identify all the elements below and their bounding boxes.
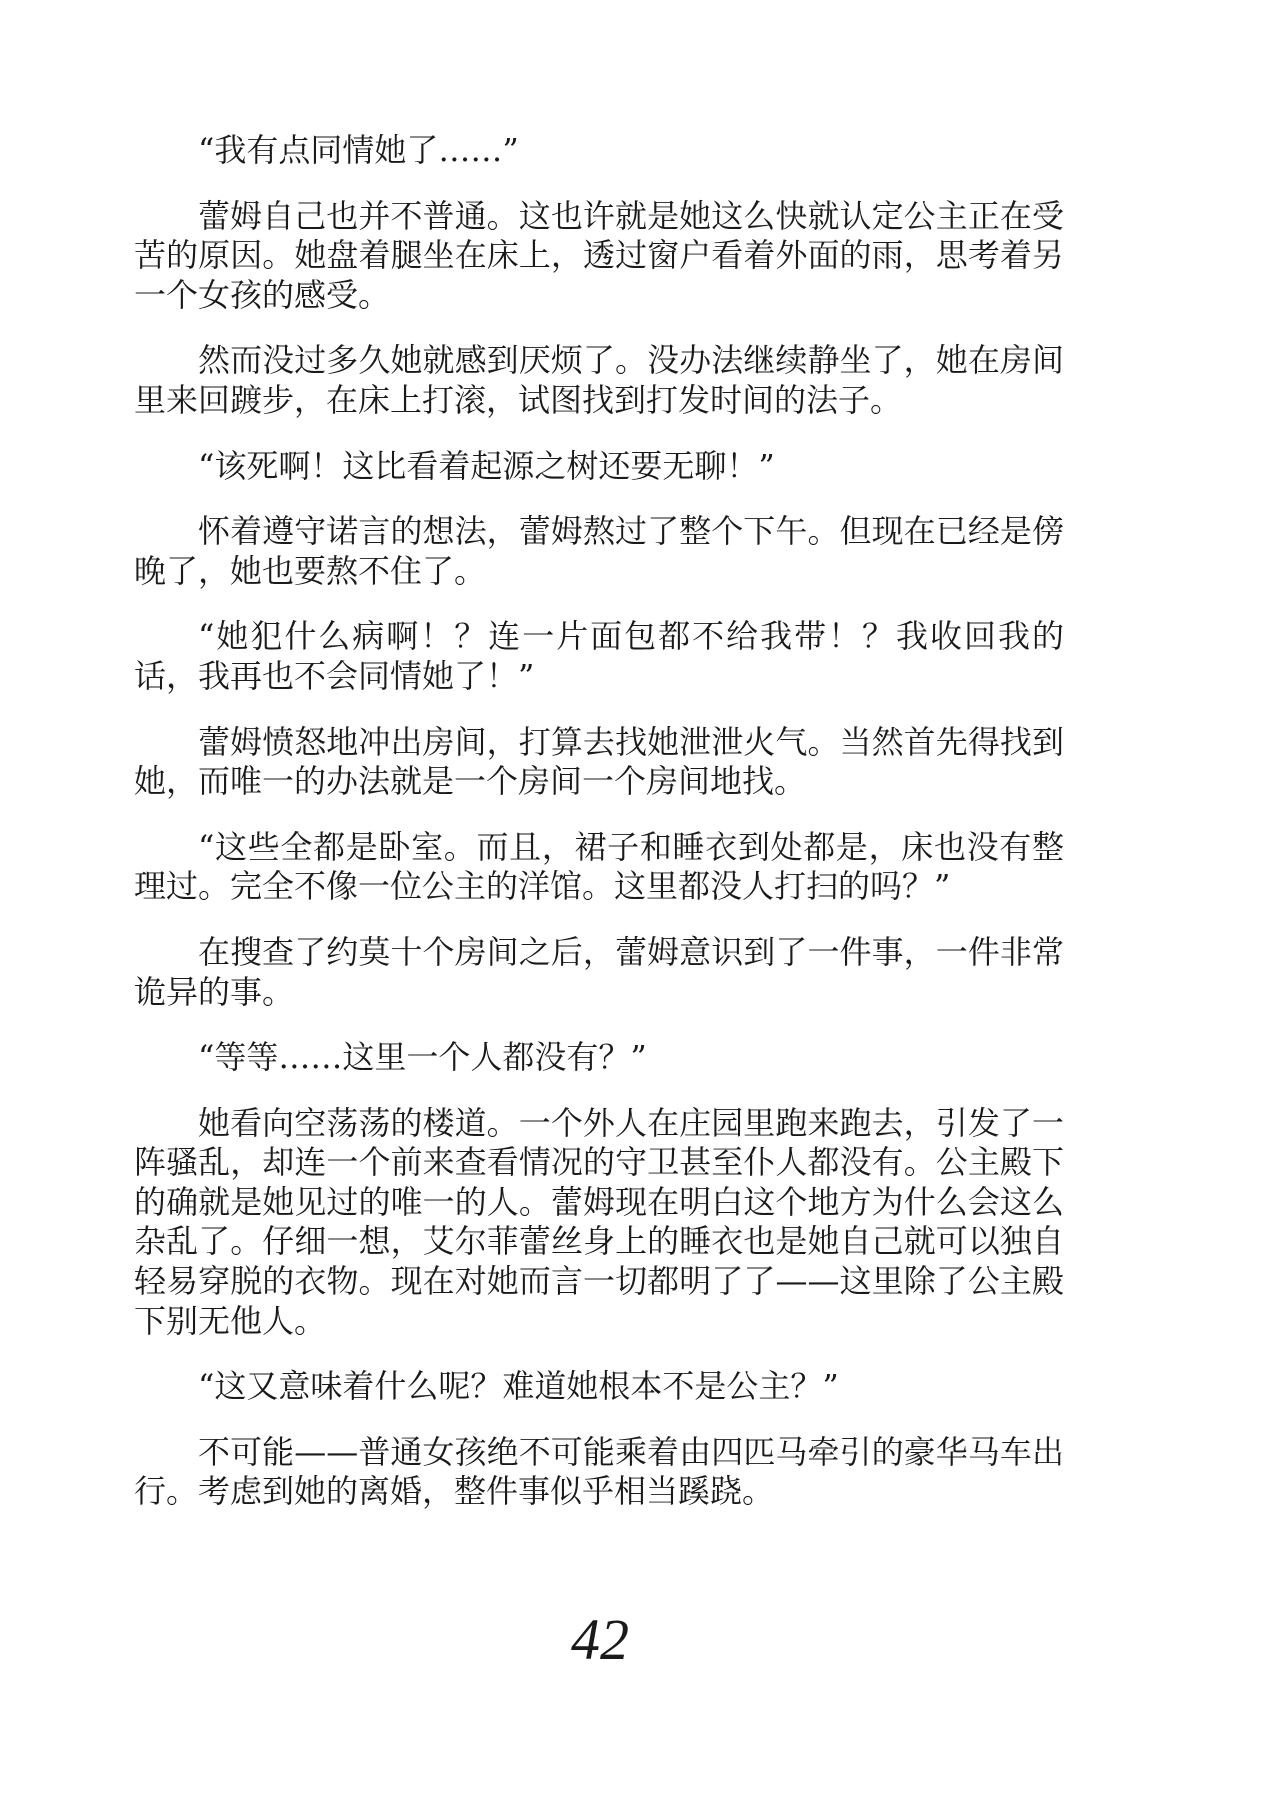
paragraph: “她犯什么病啊！？连一片面包都不给我带！？我收回我的话，我再也不会同情她了！” xyxy=(134,617,1064,695)
paragraph: 她看向空荡荡的楼道。一个外人在庄园里跑来跑去，引发了一阵骚乱，却连一个前来查看情况的守卫甚至仆人都没有。公主殿下的确就是她见过的唯一的人。蕾姆现在明白这个地方为什么会这么杂乱了。仔细一想，艾尔菲蕾丝身上的睡衣也是她自己就可以独自轻易穿脱的衣物。现在对她而言一切都明了了——这里除了公主殿下别无他人。 xyxy=(134,1103,1064,1340)
page-body xyxy=(134,131,1064,1538)
paragraph: 蕾姆愤怒地冲出房间，打算去找她泄泄火气。当然首先得找到她，而唯一的办法就是一个房间一个房间地找。 xyxy=(134,722,1064,801)
paragraph: 怀着遵守诺言的想法，蕾姆熬过了整个下午。但现在已经是傍晚了，她也要熬不住了。 xyxy=(134,512,1064,590)
paragraph: “该死啊！这比看着起源之树还要无聊！” xyxy=(198,446,775,485)
paragraph: “我有点同情她了……” xyxy=(198,131,519,169)
paragraph: “这又意味着什么呢？难道她根本不是公主？” xyxy=(198,1367,839,1406)
paragraph: 不可能——普通女孩绝不可能乘着由四匹马牵引的豪华马车出行。考虑到她的离婚，整件事似乎相当蹊跷。 xyxy=(134,1432,1064,1511)
page-number: 42 xyxy=(571,1607,629,1672)
paragraph: 蕾姆自己也并不普通。这也许就是她这么快就认定公主正在受苦的原因。她盘着腿坐在床上，透过窗户看着外面的雨，思考着另一个女孩的感受。 xyxy=(134,196,1064,314)
paragraph: 在搜查了约莫十个房间之后，蕾姆意识到了一件事，一件非常诡异的事。 xyxy=(134,932,1064,1011)
paragraph: “等等……这里一个人都没有？” xyxy=(198,1038,647,1077)
paragraph: 然而没过多久她就感到厌烦了。没办法继续静坐了，她在房间里来回踱步，在床上打滚，试图找到打发时间的法子。 xyxy=(134,341,1064,419)
paragraph: “这些全都是卧室。而且，裙子和睡衣到处都是，床也没有整理过。完全不像一位公主的洋馆。这里都没人打扫的吗？” xyxy=(134,827,1064,906)
